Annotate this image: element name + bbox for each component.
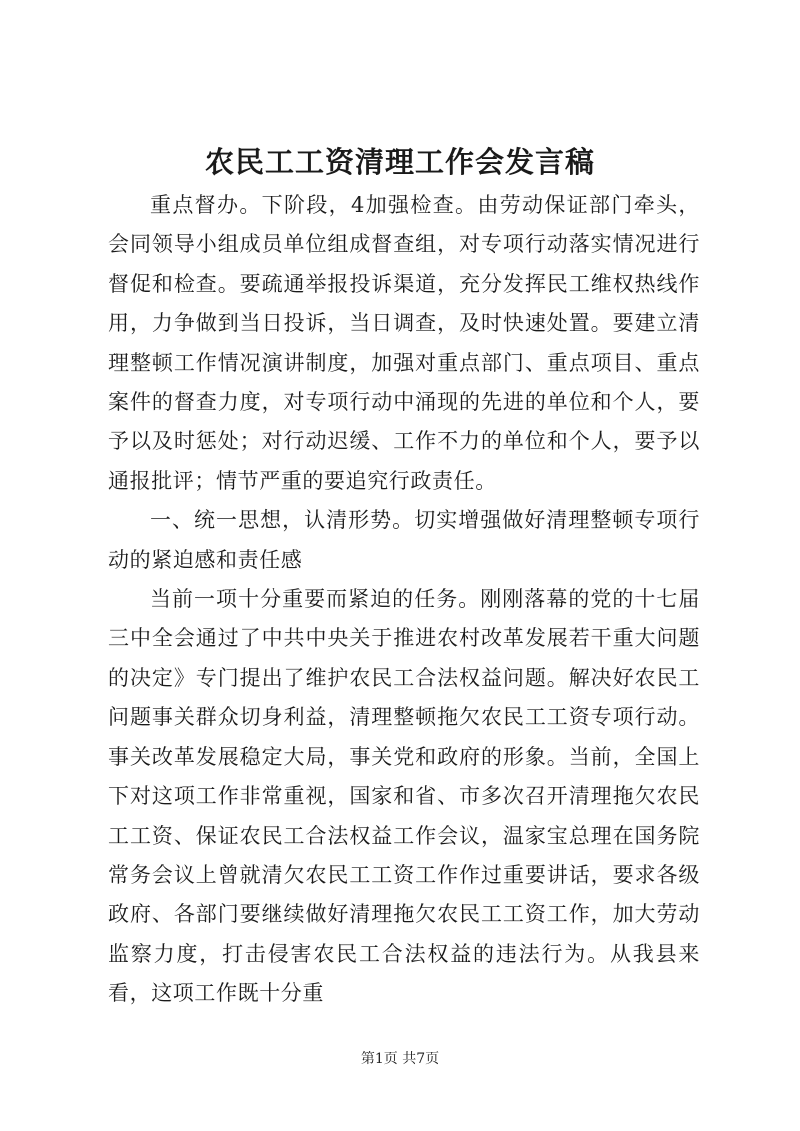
document-title: 农民工工资清理工作会发言稿 (204, 145, 595, 179)
document-body (108, 186, 700, 1014)
paragraph-3: 当前一项十分重要而紧迫的任务。刚刚落幕的党的十七届三中全会通过了中共中央关于推进农村改革发展若干重大问题的决定》专门提出了维护农民工合法权益问题。解决好农民工问题事关群众切身利益，清理整顿拖欠农民工工资专项行动。事关改革发展稳定大局，事关党和政府的形象。当前，全国上下对这项工作非常重视，国家和省、市多次召开清理拖欠农民工工资、保证农民工合法权益工作会议，温家宝总理在国务院常务会议上曾就清欠农民工工资工作作过重要讲话，要求各级政府、各部门要继续做好清理拖欠农民工工资工作，加大劳动监察力度，打击侵害农民工合法权益的违法行为。从我县来看，这项工作既十分重 (108, 587, 700, 1006)
paragraph-2-section-heading: 一、统一思想，认清形势。切实增强做好清理整顿专项行动的紧迫感和责任感 (108, 508, 700, 572)
page-number-footer: 第1页 共7页 (360, 1051, 440, 1067)
paragraph-1: 重点督办。下阶段，4加强检查。由劳动保证部门牵头，会同领导小组成员单位组成督查组，对专项行动落实情况进行督促和检查。要疏通举报投诉渠道，充分发挥民工维权热线作用，力争做到当日投诉，当日调查，及时快速处置。要建立清理整顿工作情况演讲制度，加强对重点部门、重点项目、重点案件的督查力度，对专项行动中涌现的先进的单位和个人，要予以及时惩处；对行动迟缓、工作不力的单位和个人，要予以通报批评；情节严重的要追究行政责任。 (108, 193, 700, 493)
